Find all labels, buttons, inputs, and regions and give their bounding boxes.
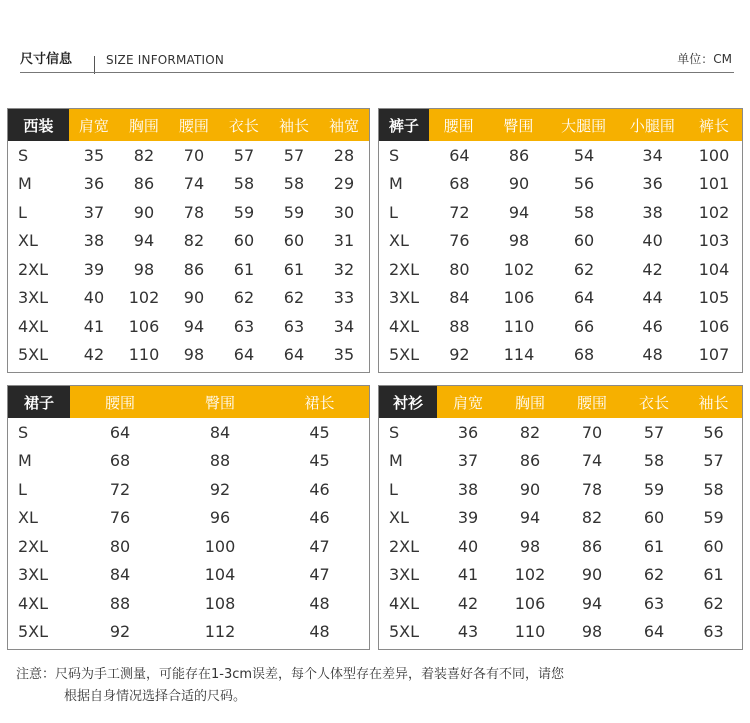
skirt-table-header — [8, 386, 369, 418]
measurement-cell: 96 — [209, 508, 231, 528]
table-row — [8, 284, 369, 313]
measurement-cell: 110 — [128, 345, 160, 365]
measurement-cell: 60 — [643, 508, 665, 528]
category-label: 衬衫 — [379, 386, 437, 418]
size-label: M — [18, 451, 32, 471]
measurement-cell: 90 — [508, 174, 530, 194]
measurement-cell: 106 — [503, 288, 535, 308]
measurement-cell: 63 — [643, 593, 665, 613]
measurement-cell: 82 — [183, 231, 205, 251]
size-label: 2XL — [18, 259, 49, 279]
size-label: XL — [18, 508, 38, 528]
table-row — [8, 618, 369, 647]
measurement-cell: 64 — [283, 345, 305, 365]
column-header: 大腿围 — [561, 116, 607, 135]
column-header: 小腿围 — [629, 116, 675, 135]
suit-table-header — [8, 109, 369, 141]
measurement-cell: 106 — [514, 593, 546, 613]
size-note — [16, 664, 736, 708]
measurement-cell: 59 — [233, 202, 255, 222]
column-header: 裤长 — [698, 116, 729, 135]
measurement-cell: 45 — [309, 422, 330, 442]
column-header: 袖长 — [698, 393, 729, 412]
measurement-cell: 32 — [333, 259, 355, 279]
note-line-2: 根据自身情况选择合适的尺码。 — [64, 689, 247, 704]
measurement-cell: 61 — [643, 536, 665, 556]
measurement-cell: 98 — [183, 345, 205, 365]
table-row — [379, 227, 742, 256]
measurement-cell: 94 — [133, 231, 155, 251]
table-row — [379, 504, 742, 533]
measurement-cell: 60 — [283, 231, 305, 251]
measurement-cell: 107 — [698, 345, 730, 365]
measurement-cell: 101 — [698, 174, 730, 194]
size-label: 4XL — [389, 316, 420, 336]
column-header: 腰围 — [443, 116, 474, 135]
measurement-cell: 46 — [309, 479, 330, 499]
table-row — [379, 284, 742, 313]
size-label: 5XL — [389, 345, 420, 365]
measurement-cell: 92 — [449, 345, 470, 365]
table-row — [379, 561, 742, 590]
measurement-cell: 37 — [457, 451, 479, 471]
size-label: XL — [18, 231, 38, 251]
table-row — [379, 255, 742, 284]
measurement-cell: 74 — [581, 451, 603, 471]
measurement-cell: 103 — [698, 231, 730, 251]
skirt-size-table — [7, 385, 370, 650]
size-label: 4XL — [18, 316, 49, 336]
measurement-cell: 106 — [128, 316, 160, 336]
measurement-cell: 33 — [333, 288, 355, 308]
measurement-cell: 47 — [309, 565, 330, 585]
measurement-cell: 64 — [109, 422, 131, 442]
shirt-size-table — [378, 385, 743, 650]
measurement-cell: 68 — [109, 451, 131, 471]
title-chinese: 尺寸信息 — [20, 52, 73, 67]
category-label: 裙子 — [8, 386, 70, 418]
measurement-cell: 94 — [581, 593, 603, 613]
table-row — [8, 227, 369, 256]
measurement-cell: 57 — [703, 451, 724, 471]
measurement-cell: 43 — [457, 622, 479, 642]
measurement-cell: 60 — [233, 231, 255, 251]
measurement-cell: 110 — [514, 622, 546, 642]
measurement-cell: 104 — [204, 565, 236, 585]
table-row — [8, 312, 369, 341]
measurement-cell: 110 — [503, 316, 535, 336]
measurement-cell: 108 — [204, 593, 236, 613]
measurement-cell: 64 — [233, 345, 255, 365]
measurement-cell: 42 — [83, 345, 105, 365]
size-label: M — [389, 451, 403, 471]
measurement-cell: 61 — [283, 259, 305, 279]
measurement-cell: 59 — [703, 508, 724, 528]
table-row — [379, 141, 742, 170]
measurement-cell: 80 — [109, 536, 131, 556]
size-label: 3XL — [389, 288, 420, 308]
size-label: S — [389, 422, 400, 442]
size-label: L — [18, 202, 27, 222]
table-row — [379, 589, 742, 618]
measurement-cell: 48 — [309, 622, 330, 642]
table-row — [8, 532, 369, 561]
measurement-cell: 29 — [333, 174, 355, 194]
measurement-cell: 64 — [643, 622, 665, 642]
measurement-cell: 90 — [133, 202, 155, 222]
measurement-cell: 34 — [642, 145, 663, 165]
measurement-cell: 112 — [204, 622, 236, 642]
measurement-cell: 57 — [643, 422, 665, 442]
table-row — [8, 504, 369, 533]
measurement-cell: 63 — [283, 316, 305, 336]
size-label: 5XL — [18, 622, 49, 642]
measurement-cell: 62 — [643, 565, 665, 585]
measurement-cell: 42 — [642, 259, 663, 279]
measurement-cell: 59 — [283, 202, 305, 222]
column-header: 肩宽 — [452, 393, 483, 412]
measurement-cell: 72 — [449, 202, 470, 222]
pants-size-table — [378, 108, 743, 373]
table-row — [8, 198, 369, 227]
measurement-cell: 100 — [204, 536, 236, 556]
measurement-cell: 94 — [508, 202, 530, 222]
measurement-cell: 76 — [449, 231, 470, 251]
measurement-cell: 84 — [109, 565, 131, 585]
measurement-cell: 56 — [573, 174, 595, 194]
measurement-cell: 58 — [283, 174, 305, 194]
measurement-cell: 92 — [109, 622, 131, 642]
column-header: 衣长 — [228, 116, 259, 135]
measurement-cell: 102 — [698, 202, 730, 222]
table-row — [379, 618, 742, 647]
measurement-cell: 88 — [449, 316, 470, 336]
column-header: 臀围 — [503, 116, 534, 135]
measurement-cell: 82 — [519, 422, 541, 442]
size-label: 3XL — [389, 565, 420, 585]
measurement-cell: 36 — [642, 174, 663, 194]
size-label: 5XL — [18, 345, 49, 365]
measurement-cell: 40 — [642, 231, 663, 251]
measurement-cell: 56 — [703, 422, 724, 442]
measurement-cell: 90 — [581, 565, 603, 585]
measurement-cell: 46 — [309, 508, 330, 528]
measurement-cell: 30 — [333, 202, 355, 222]
size-label: XL — [389, 508, 409, 528]
measurement-cell: 82 — [581, 508, 603, 528]
column-header: 裙长 — [304, 393, 335, 412]
measurement-cell: 94 — [183, 316, 205, 336]
table-row — [8, 341, 369, 370]
measurement-cell: 62 — [283, 288, 305, 308]
measurement-cell: 63 — [233, 316, 255, 336]
measurement-cell: 76 — [109, 508, 131, 528]
shirt-table-header — [379, 386, 742, 418]
size-label: 2XL — [18, 536, 49, 556]
measurement-cell: 70 — [581, 422, 603, 442]
table-row — [379, 170, 742, 199]
measurement-cell: 34 — [333, 316, 355, 336]
measurement-cell: 45 — [309, 451, 330, 471]
measurement-cell: 102 — [128, 288, 160, 308]
measurement-cell: 62 — [233, 288, 255, 308]
measurement-cell: 58 — [573, 202, 595, 222]
measurement-cell: 60 — [703, 536, 724, 556]
measurement-cell: 78 — [183, 202, 205, 222]
table-row — [8, 418, 369, 447]
measurement-cell: 58 — [643, 451, 665, 471]
measurement-cell: 62 — [573, 259, 595, 279]
column-header: 袖宽 — [328, 116, 359, 135]
measurement-cell: 98 — [519, 536, 541, 556]
measurement-cell: 41 — [457, 565, 479, 585]
table-row — [379, 475, 742, 504]
measurement-cell: 68 — [449, 174, 470, 194]
measurement-cell: 58 — [703, 479, 724, 499]
measurement-cell: 28 — [333, 145, 355, 165]
measurement-cell: 114 — [503, 345, 535, 365]
table-row — [8, 255, 369, 284]
measurement-cell: 98 — [133, 259, 155, 279]
size-label: 5XL — [389, 622, 420, 642]
measurement-cell: 47 — [309, 536, 330, 556]
measurement-cell: 92 — [209, 479, 231, 499]
measurement-cell: 62 — [703, 593, 724, 613]
measurement-cell: 57 — [283, 145, 305, 165]
measurement-cell: 78 — [581, 479, 603, 499]
measurement-cell: 70 — [183, 145, 205, 165]
measurement-cell: 86 — [519, 451, 541, 471]
measurement-cell: 86 — [183, 259, 205, 279]
size-label: 2XL — [389, 536, 420, 556]
measurement-cell: 31 — [333, 231, 355, 251]
measurement-cell: 35 — [333, 345, 355, 365]
table-row — [379, 312, 742, 341]
size-label: 4XL — [389, 593, 420, 613]
measurement-cell: 66 — [573, 316, 595, 336]
measurement-cell: 60 — [573, 231, 595, 251]
table-row — [379, 532, 742, 561]
table-row — [8, 475, 369, 504]
measurement-cell: 40 — [457, 536, 479, 556]
measurement-cell: 57 — [233, 145, 255, 165]
measurement-cell: 102 — [503, 259, 535, 279]
category-label: 西装 — [8, 109, 69, 141]
column-header: 胸围 — [514, 393, 545, 412]
size-label: L — [18, 479, 27, 499]
measurement-cell: 100 — [698, 145, 730, 165]
size-label: S — [18, 422, 29, 442]
table-row — [8, 447, 369, 476]
measurement-cell: 80 — [449, 259, 470, 279]
size-label: 3XL — [18, 565, 49, 585]
column-header: 腰围 — [576, 393, 607, 412]
column-header: 腰围 — [178, 116, 209, 135]
category-label: 裤子 — [379, 109, 429, 141]
measurement-cell: 106 — [698, 316, 730, 336]
measurement-cell: 44 — [642, 288, 663, 308]
size-label: L — [389, 202, 398, 222]
title-english: SIZE INFORMATION — [106, 53, 225, 67]
pants-table-header — [379, 109, 742, 141]
measurement-cell: 86 — [581, 536, 603, 556]
size-label: 4XL — [18, 593, 49, 613]
measurement-cell: 36 — [457, 422, 479, 442]
note-label: 注意： — [16, 667, 56, 682]
size-label: 3XL — [18, 288, 49, 308]
table-row — [8, 561, 369, 590]
column-header: 胸围 — [128, 116, 159, 135]
measurement-cell: 38 — [83, 231, 105, 251]
size-label: M — [389, 174, 403, 194]
page-header — [20, 48, 732, 74]
measurement-cell: 84 — [449, 288, 470, 308]
measurement-cell: 72 — [109, 479, 131, 499]
size-label: S — [389, 145, 400, 165]
size-label: 2XL — [389, 259, 420, 279]
measurement-cell: 104 — [698, 259, 730, 279]
header-divider — [20, 72, 734, 73]
measurement-cell: 39 — [83, 259, 105, 279]
table-row — [379, 418, 742, 447]
measurement-cell: 64 — [449, 145, 470, 165]
measurement-cell: 68 — [573, 345, 595, 365]
suit-size-table — [7, 108, 370, 373]
column-header: 衣长 — [638, 393, 669, 412]
size-label: L — [389, 479, 398, 499]
table-row — [379, 198, 742, 227]
measurement-cell: 105 — [698, 288, 730, 308]
measurement-cell: 41 — [83, 316, 105, 336]
size-label: XL — [389, 231, 409, 251]
table-row — [8, 589, 369, 618]
measurement-cell: 39 — [457, 508, 479, 528]
measurement-cell: 61 — [703, 565, 724, 585]
measurement-cell: 38 — [642, 202, 663, 222]
size-label: M — [18, 174, 32, 194]
table-row — [379, 341, 742, 370]
table-row — [379, 447, 742, 476]
measurement-cell: 84 — [209, 422, 231, 442]
measurement-cell: 88 — [209, 451, 231, 471]
measurement-cell: 58 — [233, 174, 255, 194]
measurement-cell: 98 — [508, 231, 530, 251]
measurement-cell: 59 — [643, 479, 665, 499]
column-header: 臀围 — [204, 393, 235, 412]
measurement-cell: 90 — [183, 288, 205, 308]
measurement-cell: 64 — [573, 288, 595, 308]
measurement-cell: 38 — [457, 479, 479, 499]
measurement-cell: 37 — [83, 202, 105, 222]
table-row — [8, 170, 369, 199]
measurement-cell: 35 — [83, 145, 105, 165]
column-header: 腰围 — [104, 393, 135, 412]
measurement-cell: 54 — [573, 145, 595, 165]
measurement-cell: 61 — [233, 259, 255, 279]
unit-label: 单位：CM — [677, 52, 732, 66]
measurement-cell: 48 — [642, 345, 663, 365]
measurement-cell: 40 — [83, 288, 105, 308]
measurement-cell: 88 — [109, 593, 131, 613]
column-header: 袖长 — [278, 116, 309, 135]
measurement-cell: 42 — [457, 593, 479, 613]
measurement-cell: 102 — [514, 565, 546, 585]
table-row — [8, 141, 369, 170]
measurement-cell: 94 — [519, 508, 541, 528]
measurement-cell: 86 — [508, 145, 530, 165]
size-label: S — [18, 145, 29, 165]
measurement-cell: 46 — [642, 316, 663, 336]
measurement-cell: 48 — [309, 593, 330, 613]
measurement-cell: 86 — [133, 174, 155, 194]
measurement-cell: 90 — [519, 479, 541, 499]
note-line-1: 尺码为手工测量，可能存在1-3cm误差，每个人体型存在差异，着装喜好各有不同，请您 — [55, 667, 565, 682]
measurement-cell: 63 — [703, 622, 724, 642]
measurement-cell: 98 — [581, 622, 603, 642]
measurement-cell: 36 — [83, 174, 105, 194]
measurement-cell: 82 — [133, 145, 155, 165]
measurement-cell: 74 — [183, 174, 205, 194]
column-header: 肩宽 — [78, 116, 109, 135]
